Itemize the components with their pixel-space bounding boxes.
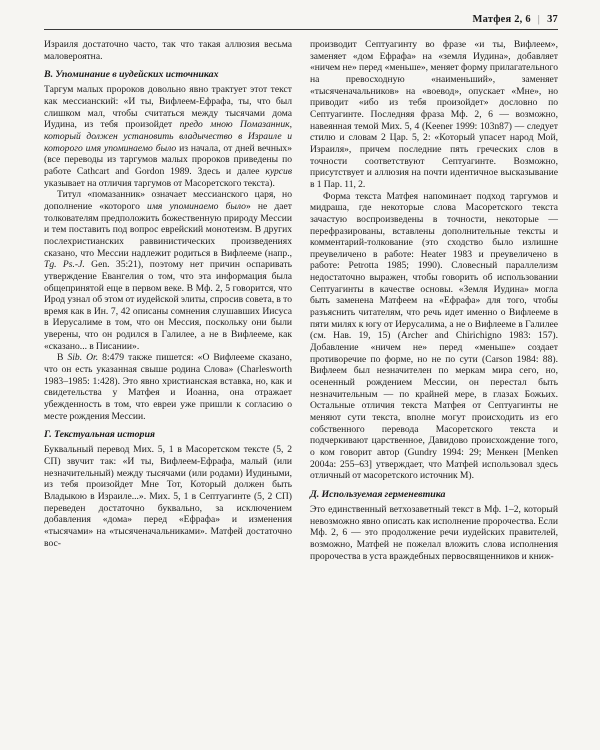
text-run: Gen. 35:21), поэтому нет причин оспаривать утверждение Евангелия о том, что эта информация была общепринятой еще в первом веке. В Мф. 2, 5 говорится, что Ирод узнал об этом от иудейской элиты, спросив совета, в то время как в Ин. 7, 42 описаны сомнения слушавших Иисуса в Иерусалиме в том, что он Мессия, поскольку они были уверены, что он родился в Галилее, а не в Вифлееме, как «сказано... в Писании». (44, 259, 292, 352)
text-run: Это единственный ветхозаветный текст в Мф. 1–2, который невозможно явно описать как исполнение пророчества. Если Мф. 2, 6 — это продолжение речи иудейских правителей, возможно, Матфей не пожелал вложить слова исполнения пророчества в уста враждебных первосвященников и книж- (310, 503, 558, 562)
italic-text-run: Tg. Ps.-J. (44, 259, 85, 271)
text-run: Форма текста Матфея напоминает подход таргумов и мидраша, где некоторые слова Масоретского текста зачастую воспроизведены в точности, некоторые — перефразированы, вставлены дополнительные тексты и комментарий-толкование (это сходство было излишне преувеличено в работе: Heater 1983 и преувеличено в работе: Petrotta 1985; 1990). Словесный параллелизм недостаточно выражен, чтобы говорить об использовании Септуагинты в качестве основы. «Земля Иудина» могла быть заменена Матфеем на «Ефрафа» для того, чтобы разъяснить читателям, что речь идет именно о Вифлееме в пяти милях к югу от Иерусалима, а не о Вифлееме в Галилее (см. Нав. 19, 15) (Archer and Chirichigno 1983: 157). Добавление «ничем не» перед «меньше» создает противоречие по форме, но не по сути (Carson 1984: 88). Вифлеем был незначителен по меркам мира сего, но, осененный рождением Мессии, он перестал быть незначительным — по крайней мере, в глазах Божьих. Остальные отличия текста Матфея от Септуагинты не меняют сути текста, вполне могут происходить из его собственного перевода Масоретского текста и подчеркивают царственное, Давидово происхождение того, о ком говорит автор (Gundry 1994: 29; Менкен [Menken 2004a: 255–63] утверждает, что Матфей использовал здесь отличный от масоретского источник М). (310, 190, 558, 482)
text-run: Титул «помазанник» означает мессианского царя, но дополнение «которого (44, 189, 292, 212)
text-run: 8:479 также пишется: «О Вифлееме сказано, что он есть указанная свыше родина Слова» (Charlesworth 1983–1985: 1:428). Это явно христианская вставка, но, как и свидетельства у Матфея и Иоанна, она отражает убежденность в том, что евреи уже пришли к согласию о месте рождения Мессии. (44, 352, 292, 422)
section-heading: Г. Текстуальная история (44, 429, 156, 441)
text-run: указывает на отличия таргумов от Масоретского текста). (44, 177, 275, 189)
header-rule (44, 29, 558, 30)
left-column (44, 39, 292, 562)
text-run: Буквальный перевод Мих. 5, 1 в Масоретском тексте (5, 2 СП) звучит так: «И ты, Вифлеем-Ефрафа, малый (или незначительный) между тысячами (или родами) Иудиными, из тебя произойдет Мне Тот, Который должен быть Владыкою в Израиле...». Мих. 5, 1 в Септуагинте (5, 2 СП) переведен достаточно буквально, за исключением добавления «дома» перед «Ефрафа» и изменения «тысячами» на «тысяченачальниками». Матфей достаточно вос- (44, 444, 292, 549)
paragraph (44, 189, 292, 352)
paragraph (44, 352, 292, 422)
paragraph (44, 39, 292, 62)
text-run: В (57, 352, 68, 364)
paragraph (310, 191, 558, 482)
italic-text-run: имя упоминаемо было (147, 200, 246, 212)
text-run: Таргум малых пророков довольно явно трактует этот текст как мессианский: «И ты, Вифлеем-Ефрафа, ты, что был слишком мал, чтобы считаться между тысячами дома Иудина, из тебя произойдет (44, 84, 292, 131)
text-run: » не дает толкователям предположить божественную природу Мессии и тем поставить под вопрос еврейский монотеизм. В других послехристианских раввинистических произведениях сказано, что Мессии надлежит родиться в Вифлееме (напр., (44, 200, 292, 259)
section-heading: В. Упоминание в иудейских источниках (44, 69, 219, 81)
page-header (44, 14, 558, 25)
right-column (310, 39, 558, 562)
paragraph (44, 84, 292, 189)
page-number: 37 (547, 14, 558, 25)
italic-text-run: предо мною Помазанник, который должен установить владычество в Израиле и которого имя упоминаемо было (44, 119, 293, 154)
header-separator: | (537, 14, 541, 25)
italic-text-run: Sib. Or. (67, 352, 99, 364)
paragraph (310, 39, 558, 191)
paragraph (44, 444, 292, 549)
text-run: из начала, от дней вечных» (все переводы из таргумов малых пророков приведены по работе Cathcart and Gordon 1989. Здесь и далее (44, 142, 292, 177)
section-heading: Д. Используемая герменевтика (310, 488, 446, 500)
text-run: производит Септуагинту во фразе «и ты, Вифлеем», заменяет «дом Ефрафа» на «земля Иудина», добавляет «ничем не» перед «меньше», меняет форму прилагательного на превосходную «наименьший», заменяет «тысяченачальников» на «воевод», опускает «Мне», но приводит «ибо из тебя произойдет» дословно по Септуагинте. Последняя фраза Мф. 2, 6 — возможно, навеянная темой Мих. 5, 4 (Keener 1999: 103n87) — следует стилю и словам 2 Цар. 5, 2: «Который упасет народ Мой, Израиля», причем последние пять греческих слов в точности соответствуют Септуагинте. Возможно, присутствует и аллюзия на почти идентичное высказывание в 1 Пар. 11, 2. (310, 39, 558, 190)
text-run: Израиля достаточно часто, так что такая аллюзия весьма маловероятна. (44, 39, 292, 62)
italic-text-run: курсив (265, 165, 292, 177)
text-columns (44, 39, 558, 562)
paragraph (310, 504, 558, 562)
running-head: Матфея 2, 6 (472, 14, 531, 25)
